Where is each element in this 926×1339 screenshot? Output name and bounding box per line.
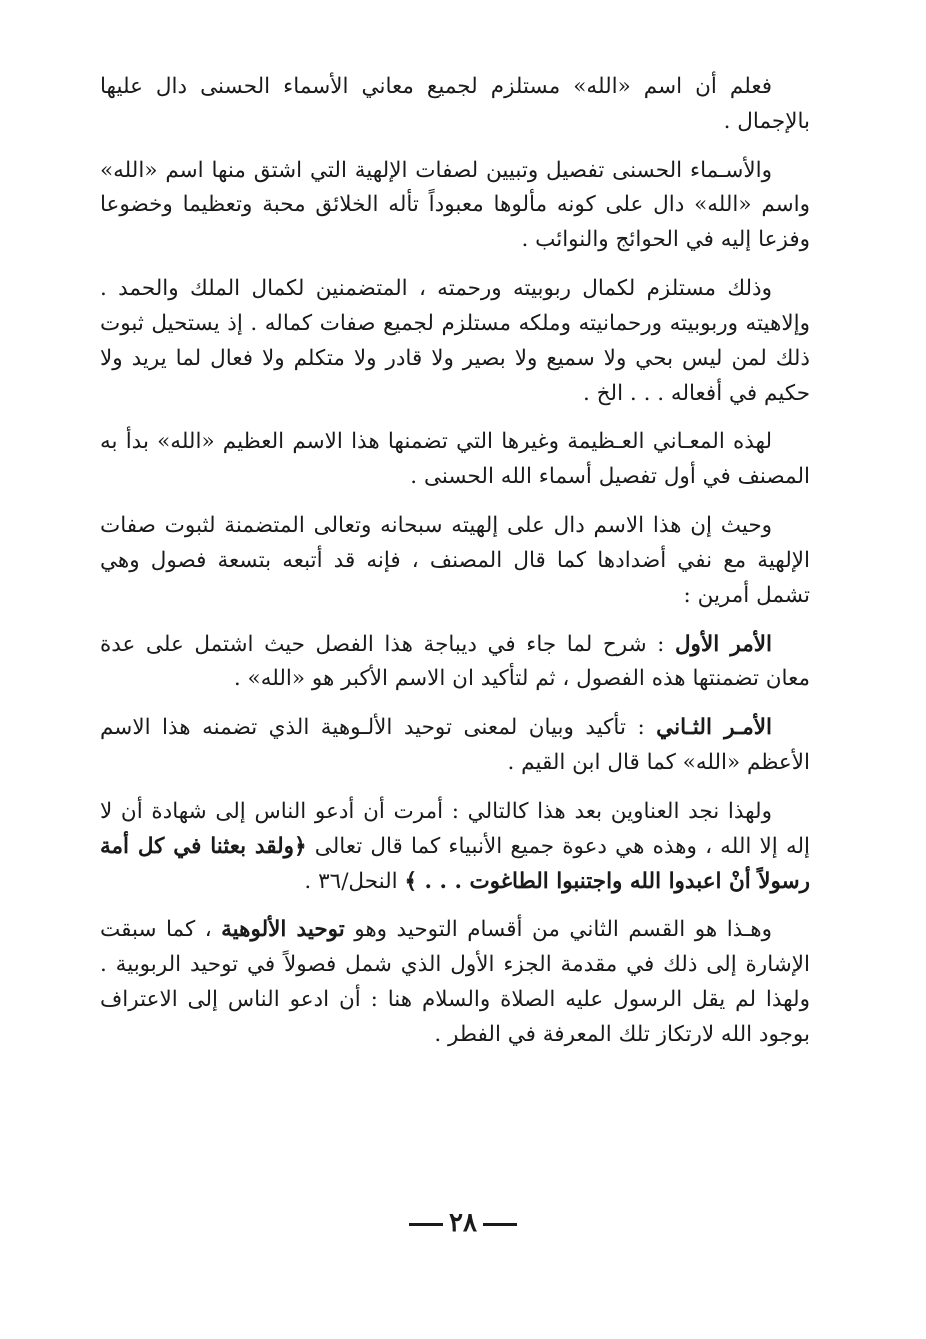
page-number-dash-right — [483, 1223, 517, 1226]
text-segment: : شرح لما جاء في ديباجة هذا الفصل حيث اشتمل على عدة معان تضمنتها هذه الفصول ، ثم لتأكيد ان الاسم الأكبر هو «الله» . — [100, 631, 810, 692]
text-segment: وهـذا هو القسم الثاني من أقسام التوحيد وهو — [344, 917, 772, 943]
paragraph — [100, 628, 810, 698]
text-segment: لهذه المعـاني العـظيمة وغيرها التي تضمنها هذا الاسم العظيم «الله» بدأ به المصنف في أول تفصيل أسماء الله الحسنى . — [100, 429, 810, 490]
page-number-dash-left — [409, 1223, 443, 1226]
bold-text: ﴿ولقد بعثنا في كل أمة رسولاً أنْ اعبدوا الله واجتنبوا الطاغوت . . . ﴾ — [100, 833, 810, 894]
paragraph — [100, 425, 810, 495]
paragraph — [100, 154, 810, 258]
text-segment: والأسـماء الحسنى تفصيل وتبيين لصفات الإلهية التي اشتق منها اسم «الله» واسم «الله» دال على كونه مألوها معبوداً تأله الخلائق محبة وتعظيما وخضوعا وفزعا إليه في الحوائج والنوائب . — [100, 157, 810, 253]
paragraph — [100, 70, 810, 140]
paragraph — [100, 795, 810, 899]
bold-text: الأمر الأول — [674, 631, 772, 657]
text-segment: : تأكيد وبيان لمعنى توحيد الألـوهية الذي تضمنه هذا الاسم الأعظم «الله» كما قال ابن القيم . — [100, 715, 810, 776]
text-segment: فعلم أن اسم «الله» مستلزم لجميع معاني الأسماء الحسنى دال عليها بالإجمال . — [100, 74, 810, 134]
bold-text: الأمـر الثـاني — [656, 715, 772, 741]
page-body — [100, 70, 810, 1067]
page-number — [0, 1208, 926, 1238]
bold-text: توحيد الألوهية — [221, 917, 345, 943]
paragraph — [100, 913, 810, 1052]
text-segment: وحيث إن هذا الاسم دال على إلهيته سبحانه وتعالى المتضمنة لثبوت صفات الإلهية مع نفي أضدادها كما قال المصنف ، فإنه قد أتبعه بتسعة فصول وهي تشمل أمرين : — [100, 513, 810, 608]
text-segment: وذلك مستلزم لكمال ربوبيته ورحمته ، المتضمنين لكمال الملك والحمد . وإلاهيته وربوبيته ورحمانيته وملكه مستلزم لجميع صفات كماله . إذ يستحيل ثبوت ذلك لمن ليس بحي ولا سميع ولا بصير ولا قادر ولا متكلم ولا فعال لما يريد ولا حكيم في أفعاله . . . الخ . — [100, 276, 810, 406]
text-segment: ولهذا نجد العناوين بعد هذا كالتالي : أمرت أن أدعو الناس إلى شهادة أن لا إله إلا الله ، وهذه هي دعوة جميع الأنبياء كما قال تعالى — [100, 798, 810, 859]
page-number-text: ٢٨ — [449, 1208, 477, 1238]
text-segment: ، كما سبقت الإشارة إلى ذلك في مقدمة الجزء الأول الذي شمل فصولاً في توحيد الربوبية . ولهذا لم يقل الرسول عليه الصلاة والسلام هنا : أن ادعو الناس إلى الاعتراف بوجود الله لارتكاز تلك المعرفة في الفطر . — [100, 917, 810, 1047]
paragraph — [100, 509, 810, 613]
text-segment: النحل/٣٦ . — [304, 868, 405, 894]
paragraph — [100, 272, 810, 411]
paragraph — [100, 711, 810, 781]
